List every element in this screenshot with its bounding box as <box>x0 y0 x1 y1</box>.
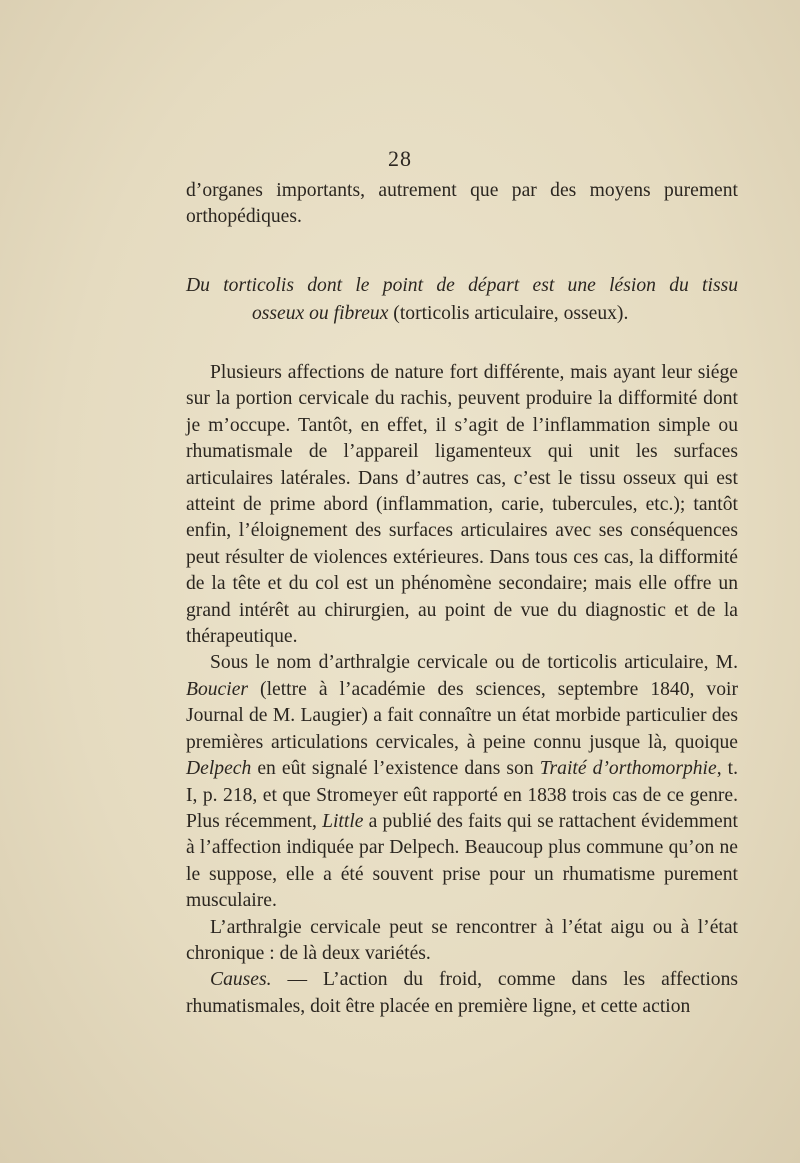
paragraph-4 <box>186 967 738 1020</box>
section-heading <box>186 272 738 328</box>
heading-plain-part: (torticolis articulaire, osseux). <box>388 303 629 324</box>
text-run: en eût signalé l’existence dans son <box>251 758 540 780</box>
body-text <box>186 360 738 1020</box>
text-run: a publié des faits qui se rattachent évidemment à l’affection indiquée par Delpech. Beaucoup plus commune qu’on ne le suppose, elle a été souvent prise pour un rhumatisme purement musculaire. <box>186 810 738 912</box>
heading-line-2 <box>186 300 738 328</box>
text-run: — L’action du froid, comme dans les affections rhumatismales, doit être placée en première ligne, et cette action <box>186 969 738 1017</box>
author-name: Little <box>322 810 364 832</box>
subsection-label: Causes. <box>210 969 272 991</box>
heading-italic-part: osseux ou fibreux <box>252 303 389 324</box>
paragraph-3: L’arthralgie cervicale peut se rencontrer à l’état aigu ou à l’état chronique : de là deux variétés. <box>186 916 738 964</box>
book-title: Traité d’orthomorphie <box>539 758 717 780</box>
text-run: (lettre à l’académie des sciences, septembre 1840, voir Journal de M. Laugier) a fait connaître un état morbide particulier des premières articulations cervicales, à peine connu jusque là, quoique <box>186 678 738 753</box>
author-name: Boucier <box>186 678 249 700</box>
heading-line-1: Du torticolis dont le point de départ est une lésion du tissu <box>186 275 738 296</box>
opening-paragraph <box>186 178 738 231</box>
page-number: 28 <box>388 146 412 171</box>
paragraph-1: Plusieurs affections de nature fort différente, mais ayant leur siége sur la portion cervicale du rachis, peuvent produire la difformité dont je m’occupe. Tantôt, en effet, il s’agit de l’inflammation simple ou rhumatismale de l’appareil ligamenteux qui unit les surfaces articulaires latérales. Dans d’autres cas, c’est le tissu osseux qui est atteint de prime abord (inflammation, carie, tubercules, etc.); tantôt enfin, l’éloignement des surfaces articulaires avec ses conséquences peut résulter de violences extérieures. Dans tous ces cas, la difformité de la tête et du col est un phénomène secondaire; mais elle offre un grand intérêt au chirurgien, au point de vue du diagnostic et de la thérapeutique. <box>186 362 738 648</box>
paragraph-2 <box>186 650 738 914</box>
text-run: Sous le nom d’arthralgie cervicale ou de torticolis articulaire, M. <box>210 652 738 674</box>
author-name: Delpech <box>186 758 252 780</box>
paragraph-continuation: d’organes importants, autrement que par des moyens purement orthopédiques. <box>186 180 738 228</box>
text-run: , t. I, p. 218, et que Stromeyer eût rapporté en 1838 trois cas de ce genre. Plus récemment, <box>186 758 738 832</box>
